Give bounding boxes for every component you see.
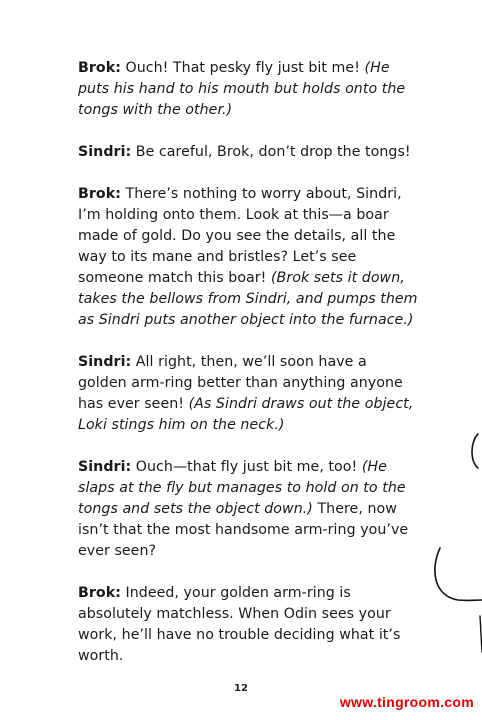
- dialogue-line-3: [78, 184, 418, 331]
- speech-text: Ouch—that fly just bit me, too!: [131, 459, 362, 475]
- page-number: 12: [234, 683, 248, 694]
- speech-text: Be careful, Brok, don’t drop the tongs!: [131, 144, 411, 160]
- speaker-name: Brok:: [78, 585, 121, 601]
- speaker-name: Brok:: [78, 60, 121, 76]
- speaker-name: Sindri:: [78, 459, 132, 475]
- dialogue-body: [78, 58, 418, 688]
- dialogue-line-5: [78, 457, 418, 562]
- speaker-name: Brok:: [78, 186, 121, 202]
- dialogue-line-4: [78, 352, 418, 436]
- speech-text: There, now isn’t that the most handsome arm-ring you’ve ever seen?: [78, 501, 409, 559]
- stage-direction: (He slaps at the fly but manages to hold on to the tongs and sets the object down.): [78, 459, 406, 517]
- speech-text: There’s nothing to worry about, Sindri, I’m holding onto them. Look at this—a boar made of gold. Do you see the details, all the way to its mane and bristles? Let’s see someone match this boar!: [78, 186, 402, 286]
- speech-text: Indeed, your golden arm-ring is absolutely matchless. When Odin sees your work, he’ll have no trouble deciding what it’s worth.: [78, 585, 401, 664]
- site-watermark: www.tingroom.com: [339, 694, 474, 710]
- margin-curve-upper: [472, 434, 478, 468]
- stage-direction: (Brok sets it down, takes the bellows from Sindri, and pumps them as Sindri puts another object into the furnace.): [78, 270, 418, 328]
- dialogue-line-6: [78, 583, 418, 667]
- speech-text: All right, then, we’ll soon have a golden arm-ring better than anything anyone has ever seen!: [78, 354, 403, 412]
- margin-curve-lower: [435, 548, 482, 600]
- speaker-name: Sindri:: [78, 354, 132, 370]
- margin-line-art: [430, 420, 482, 660]
- stage-direction: (He puts his hand to his mouth but holds onto the tongs with the other.): [78, 60, 406, 118]
- dialogue-line-1: [78, 58, 418, 121]
- speech-text: Ouch! That pesky fly just bit me!: [120, 60, 365, 76]
- speaker-name: Sindri:: [78, 144, 132, 160]
- dialogue-line-2: [78, 142, 418, 163]
- stage-direction: (As Sindri draws out the object, Loki stings him on the neck.): [78, 396, 414, 433]
